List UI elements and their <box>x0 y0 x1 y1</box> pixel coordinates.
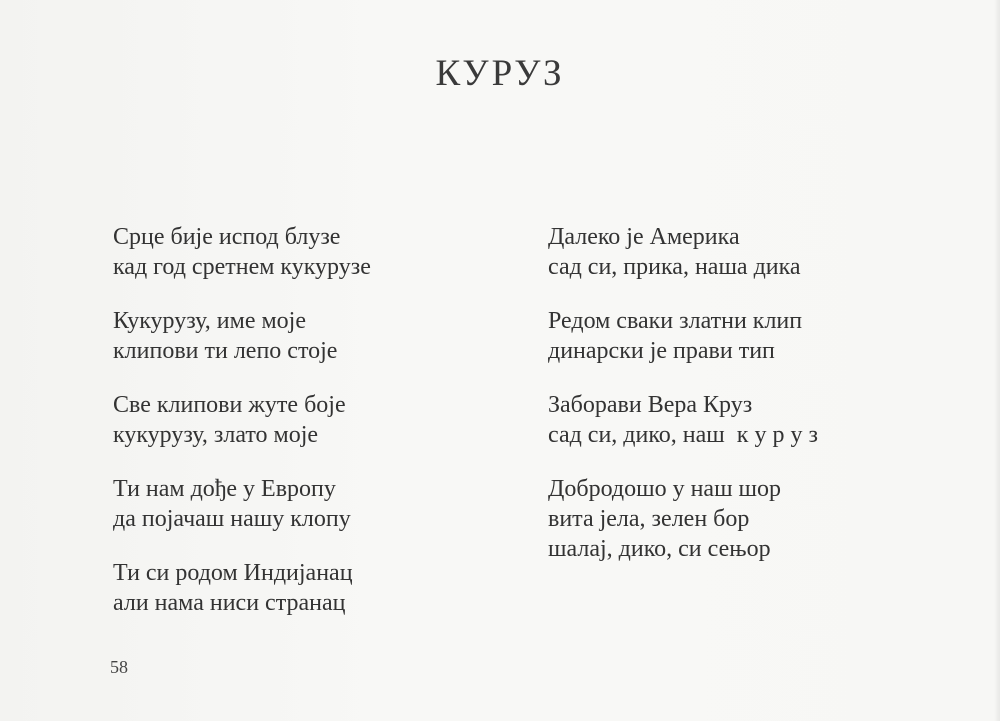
verse-line: да појачаш нашу клопу <box>113 506 351 532</box>
verse-line: Добродошо у наш шор <box>548 476 782 502</box>
page-edge-shadow <box>994 0 1000 721</box>
verse-line: кад год сретнем кукурузе <box>113 254 371 280</box>
verse-line: сад си, дико, наш к у р у з <box>548 422 818 448</box>
verse-line: клипови ти лепо стоје <box>113 338 338 364</box>
stanza <box>548 474 818 564</box>
verse-line: Кукурузу, име моје <box>113 308 306 334</box>
verse-line: динарски је прави тип <box>548 338 775 364</box>
verse-line: сад си, прика, наша дика <box>548 254 801 280</box>
stanza <box>113 558 371 618</box>
stanza <box>113 222 371 282</box>
stanza <box>113 306 371 366</box>
verse-line: Ти си родом Индијанац <box>113 560 353 586</box>
verse-line: вита јела, зелен бор <box>548 506 750 532</box>
right-column <box>548 222 818 588</box>
poem-title: КУРУЗ <box>435 53 565 94</box>
verse-line: Редом сваки златни клип <box>548 308 803 334</box>
verse-line: Срце бије испод блузе <box>113 224 341 250</box>
stanza <box>548 306 818 366</box>
verse-line: Заборави Вера Круз <box>548 392 753 418</box>
verse-line: Све клипови жуте боје <box>113 392 346 418</box>
page-number: 58 <box>110 657 128 677</box>
verse-line: Ти нам дође у Европу <box>113 476 336 502</box>
verse-line: Далеко је Америка <box>548 224 740 250</box>
verse-line: али нама ниси странац <box>113 590 346 616</box>
verse-line: кукурузу, злато моје <box>113 422 319 448</box>
stanza <box>113 390 371 450</box>
verse-line: шалај, дико, си сењор <box>548 536 771 562</box>
left-column <box>113 222 371 642</box>
stanza <box>113 474 371 534</box>
stanza <box>548 222 818 282</box>
stanza <box>548 390 818 450</box>
